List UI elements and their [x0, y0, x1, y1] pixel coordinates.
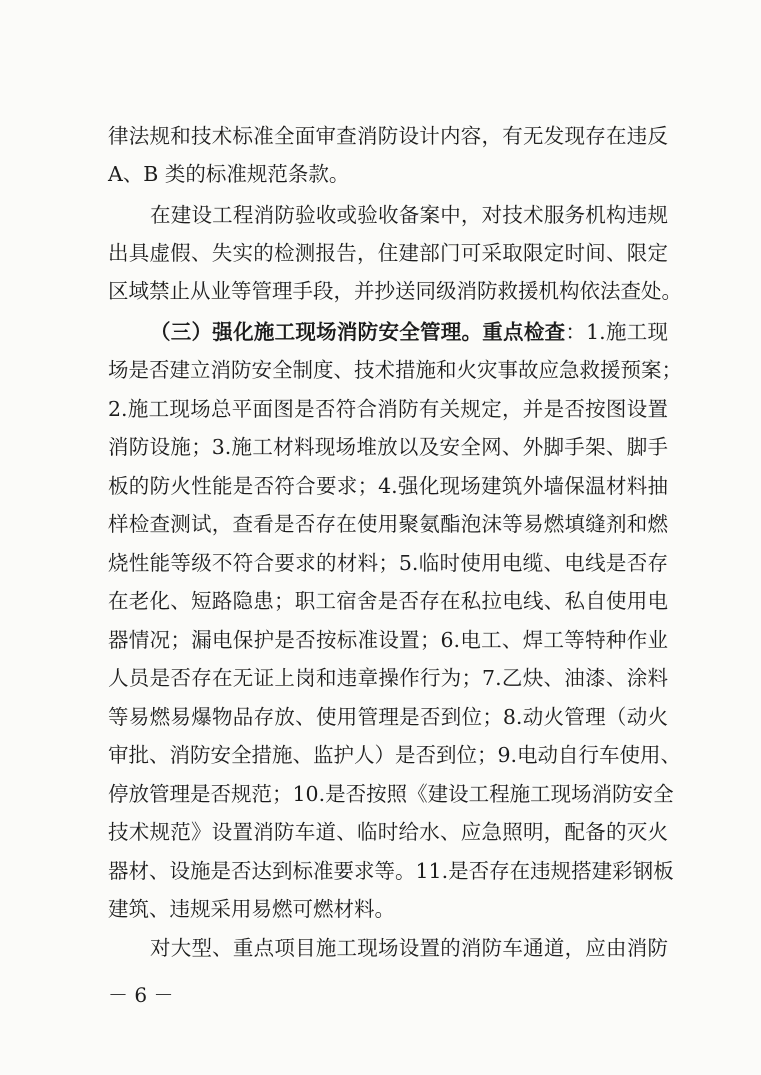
text-line: 器材、设施是否达到标准要求等。11.是否存在违规搭建彩钢板 — [108, 859, 674, 883]
section-heading-tail: ：1.施工现 — [565, 320, 669, 344]
text-line: 器情况；漏电保护是否按标准设置；6.电工、焊工等特种作业 — [108, 628, 668, 652]
text-line: 样检查测试，查看是否存在使用聚氨酯泡沫等易燃填缝剂和燃 — [108, 512, 668, 536]
text-line: 在老化、短路隐患；职工宿舍是否存在私拉电线、私自使用电 — [108, 589, 668, 613]
text-line: A、B 类的标准规范条款。 — [108, 162, 350, 186]
page-number: － 6 － — [108, 983, 174, 1007]
text-line: 烧性能等级不符合要求的材料；5.临时使用电缆、电线是否存 — [108, 551, 668, 575]
section-heading: （三）强化施工现场消防安全管理。重点检查 — [150, 320, 566, 344]
text-line: 场是否建立消防安全制度、技术措施和火灾事故应急救援预案； — [108, 358, 682, 382]
text-line: 人员是否存在无证上岗和违章操作行为；7.乙炔、油漆、涂料 — [108, 666, 668, 690]
text-line: 等易燃易爆物品存放、使用管理是否到位；8.动火管理（动火 — [108, 705, 668, 729]
text-line: 审批、消防安全措施、监护人）是否到位；9.电动自行车使用、 — [108, 743, 682, 767]
text-line: 消防设施；3.施工材料现场堆放以及安全网、外脚手架、脚手 — [108, 435, 668, 459]
section-heading-line — [150, 313, 668, 351]
paragraph-first-line: 对大型、重点项目施工现场设置的消防车通道，应由消防 — [150, 936, 668, 960]
text-line: 技术规范》设置消防车道、临时给水、应急照明，配备的灭火 — [108, 820, 668, 844]
text-line: 出具虚假、失实的检测报告，住建部门可采取限定时间、限定 — [108, 241, 668, 265]
text-line: 停放管理是否规范；10.是否按照《建设工程施工现场消防安全 — [108, 782, 674, 806]
text-line: 建筑、违规采用易燃可燃材料。 — [108, 897, 395, 921]
paragraph-first-line: 在建设工程消防验收或验收备案中，对技术服务机构违规 — [150, 203, 668, 227]
text-line: 律法规和技术标准全面审查消防设计内容，有无发现存在违反 — [108, 124, 668, 148]
text-line: 板的防火性能是否符合要求；4.强化现场建筑外墙保温材料抽 — [108, 474, 668, 498]
text-line: 区域禁止从业等管理手段，并抄送同级消防救援机构依法查处。 — [108, 279, 682, 303]
text-line: 2.施工现场总平面图是否符合消防有关规定，并是否按图设置 — [108, 397, 668, 421]
